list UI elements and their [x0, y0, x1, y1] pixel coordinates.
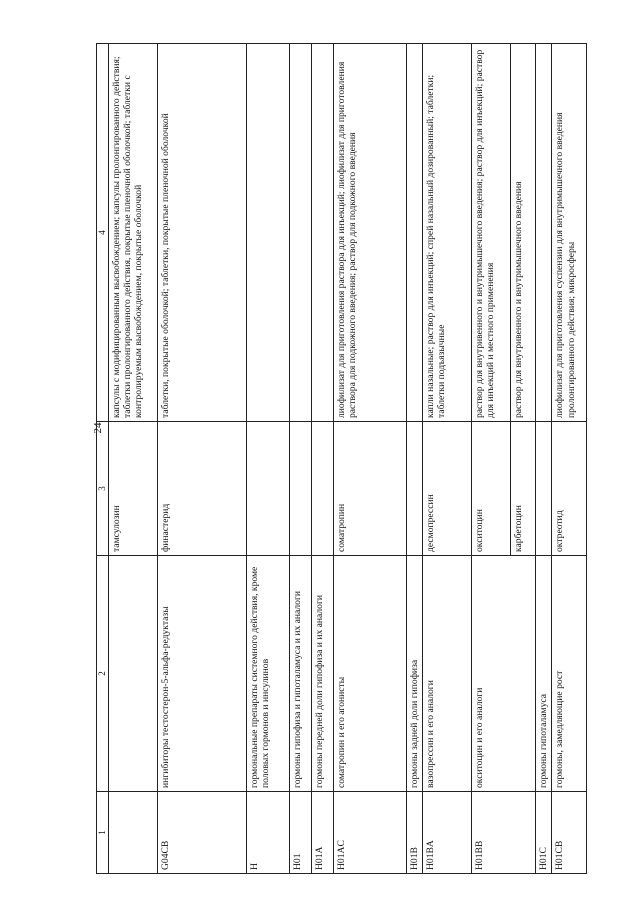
group-cell: гормоны передней доли гипофиза и их аналоги	[311, 556, 333, 792]
drug-cell: десмопрессин	[422, 422, 471, 556]
table-row	[471, 44, 510, 874]
drug-cell: соматропин	[333, 422, 406, 556]
forms-cell: капли назальные; раствор для инъекций; спрей назальный дозированный; таблетки; таблетки подъязычные	[422, 44, 471, 422]
forms-cell: раствор для внутривенного и внутримышечного введения	[510, 44, 535, 422]
table-row	[108, 44, 157, 874]
forms-cell	[246, 44, 289, 422]
code-cell: H01AC	[333, 792, 406, 874]
table-row	[333, 44, 406, 874]
forms-cell	[406, 44, 422, 422]
drug-cell	[535, 422, 551, 556]
drug-cell: финастерид	[157, 422, 246, 556]
code-cell: H01A	[311, 792, 333, 874]
forms-cell: раствор для внутривенного и внутримышечного введения; раствор для инъекций; раствор для инъекций и местного применения	[471, 44, 510, 422]
header-cell: 1	[97, 792, 109, 874]
group-cell: окситоцин и его аналоги	[471, 556, 535, 792]
drug-cell: октреотид	[552, 422, 587, 556]
group-cell: вазопрессин и его аналоги	[422, 556, 471, 792]
forms-cell: лиофилизат для приготовления суспензии для внутримышечного введения пролонгированного действия; микросферы	[552, 44, 587, 422]
page-number: 24	[92, 422, 104, 434]
drug-table	[96, 43, 587, 874]
group-cell	[108, 556, 157, 792]
header-cell: 2	[97, 556, 109, 792]
header-cell: 4	[97, 44, 109, 422]
table-row	[157, 44, 246, 874]
code-cell: H01BB	[471, 792, 535, 874]
drug-cell: карбетоцин	[510, 422, 535, 556]
forms-cell	[535, 44, 551, 422]
group-cell: гормоны задней доли гипофиза	[406, 556, 422, 792]
code-cell	[108, 792, 157, 874]
drug-cell	[406, 422, 422, 556]
rotated-table-container	[96, 44, 577, 874]
code-cell: H01	[289, 792, 311, 874]
table-row	[552, 44, 587, 874]
drug-cell	[311, 422, 333, 556]
forms-cell	[311, 44, 333, 422]
forms-cell: капсулы с модифицированным высвобождением; капсулы пролонгированного действия; таблетки пролонгированного действия, покрытые пленочной оболочкой; таблетки с контролируемым высвобождением, покрытые оболочкой	[108, 44, 157, 422]
forms-cell: таблетки, покрытые оболочкой; таблетки, покрытые пленочной оболочкой	[157, 44, 246, 422]
drug-cell	[246, 422, 289, 556]
forms-cell	[289, 44, 311, 422]
group-cell: гормональные препараты системного действия, кроме половых гормонов и инсулинов	[246, 556, 289, 792]
table-row	[406, 44, 422, 874]
table-row	[311, 44, 333, 874]
header-cell: 3	[97, 422, 109, 556]
drug-cell: окситоцин	[471, 422, 510, 556]
table-row	[422, 44, 471, 874]
table-row	[535, 44, 551, 874]
table-row	[246, 44, 289, 874]
code-cell: H01BA	[422, 792, 471, 874]
group-cell: гормоны гипоталамуса	[535, 556, 551, 792]
code-cell: H01C	[535, 792, 551, 874]
drug-cell: тамсулозин	[108, 422, 157, 556]
group-cell: ингибиторы тестостерон-5-альфа-редуктазы	[157, 556, 246, 792]
group-cell: гормоны гипофиза и гипоталамуса и их аналоги	[289, 556, 311, 792]
header-row	[97, 44, 109, 874]
table-wrapper	[96, 44, 577, 874]
code-cell: H	[246, 792, 289, 874]
group-cell: гормоны, замедляющие рост	[552, 556, 587, 792]
code-cell: G04CB	[157, 792, 246, 874]
code-cell: H01B	[406, 792, 422, 874]
group-cell: соматропин и его агонисты	[333, 556, 406, 792]
code-cell: H01CB	[552, 792, 587, 874]
table-row	[289, 44, 311, 874]
forms-cell: лиофилизат для приготовления раствора для инъекций; лиофилизат для приготовления раствора для подкожного введения; раствор для подкожного введения	[333, 44, 406, 422]
drug-cell	[289, 422, 311, 556]
